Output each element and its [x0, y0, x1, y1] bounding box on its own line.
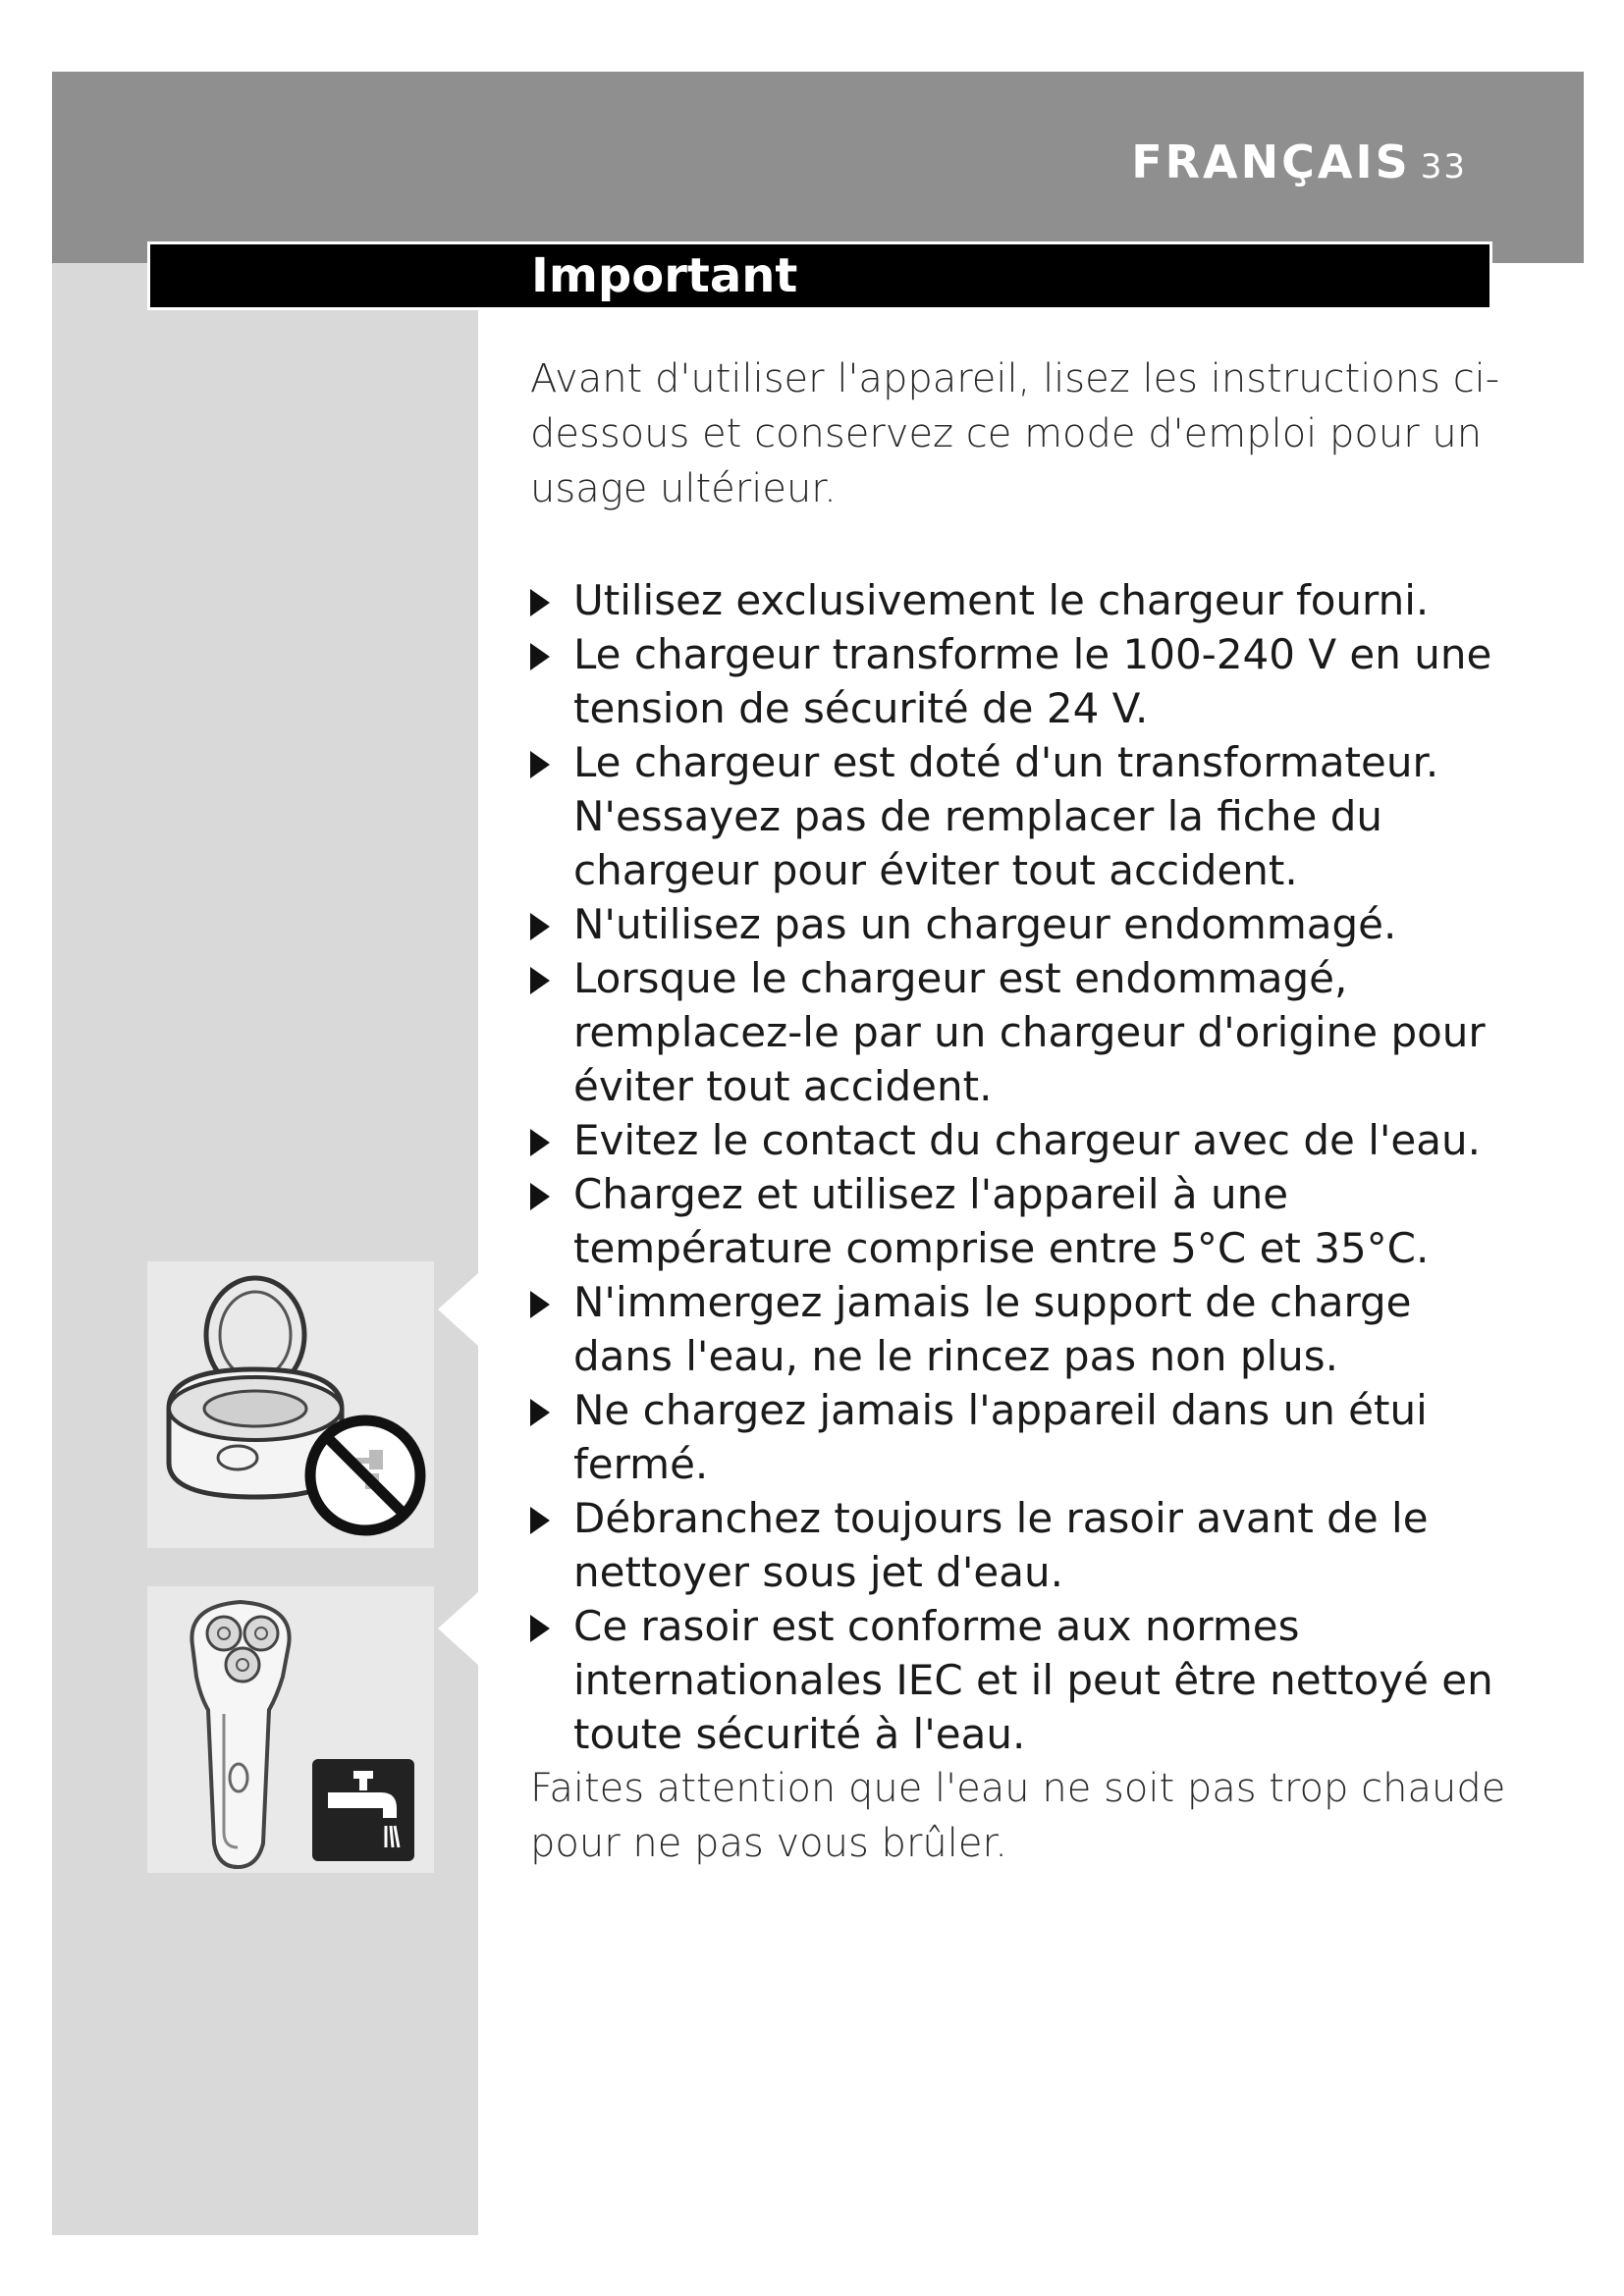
section-title-bar [147, 241, 1492, 310]
list-item: N'utilisez pas un chargeur endommagé. [530, 897, 1512, 951]
main-content [530, 351, 1512, 1871]
list-item: N'immergez jamais le support de charge dans l'eau, ne le rincez pas non plus. [530, 1275, 1512, 1383]
warning-note [530, 1761, 1512, 1871]
list-item: Chargez et utilisez l'appareil à une température comprise entre 5°C et 35°C. [530, 1167, 1512, 1275]
list-item: Evitez le contact du chargeur avec de l'eau. [530, 1113, 1512, 1167]
bullet-arrow-icon [530, 967, 550, 994]
list-item: Le chargeur transforme le 100-240 V en une tension de sécurité de 24 V. [530, 627, 1512, 735]
shaver-rinse-illustration [147, 1586, 434, 1873]
bullet-arrow-icon [530, 1183, 550, 1210]
page-number: 33 [1420, 147, 1467, 187]
list-item: Le chargeur est doté d'un transformateur. N'essayez pas de remplacer la fiche du chargeur pour éviter tout accident. [530, 735, 1512, 897]
sidebar-band [52, 263, 478, 2235]
bullet-arrow-icon [530, 1399, 550, 1426]
shaver-icon [147, 1586, 434, 1873]
charger-no-water-illustration [147, 1261, 434, 1548]
bullet-arrow-icon [530, 1291, 550, 1318]
bullet-arrow-icon [530, 643, 550, 670]
note-line: Faites attention que l'eau ne soit pas trop chaude [530, 1766, 1506, 1811]
bullet-arrow-icon [530, 913, 550, 940]
list-item: Ne chargez jamais l'appareil dans un étui fermé. [530, 1383, 1512, 1491]
callout-pointer [438, 1272, 479, 1347]
bullet-arrow-icon [530, 1129, 550, 1156]
charger-stand-icon [147, 1261, 434, 1548]
list-item: Débranchez toujours le rasoir avant de le nettoyer sous jet d'eau. [530, 1491, 1512, 1599]
bullet-arrow-icon [530, 1507, 550, 1534]
list-item: Lorsque le chargeur est endommagé, remplacez-le par un chargeur d'origine pour éviter tout accident. [530, 951, 1512, 1113]
callout-pointer [438, 1591, 479, 1666]
intro-paragraph: Avant d'utiliser l'appareil, lisez les instructions ci-dessous et conservez ce mode d'emploi pour un usage ultérieur. [530, 356, 1500, 511]
list-item: Utilisez exclusivement le chargeur fourni. [530, 573, 1512, 627]
page-header [1131, 135, 1467, 188]
language-label: FRANÇAIS [1131, 135, 1411, 188]
bullet-arrow-icon [530, 751, 550, 778]
list-item: Ce rasoir est conforme aux normes internationales IEC et il peut être nettoyé en toute sécurité à l'eau. [530, 1599, 1512, 1761]
bullet-arrow-icon [530, 589, 550, 616]
section-title: Important [531, 248, 798, 303]
note-line: pour ne pas vous brûler. [530, 1821, 1007, 1866]
safety-list [530, 573, 1512, 1761]
bullet-arrow-icon [530, 1615, 550, 1642]
